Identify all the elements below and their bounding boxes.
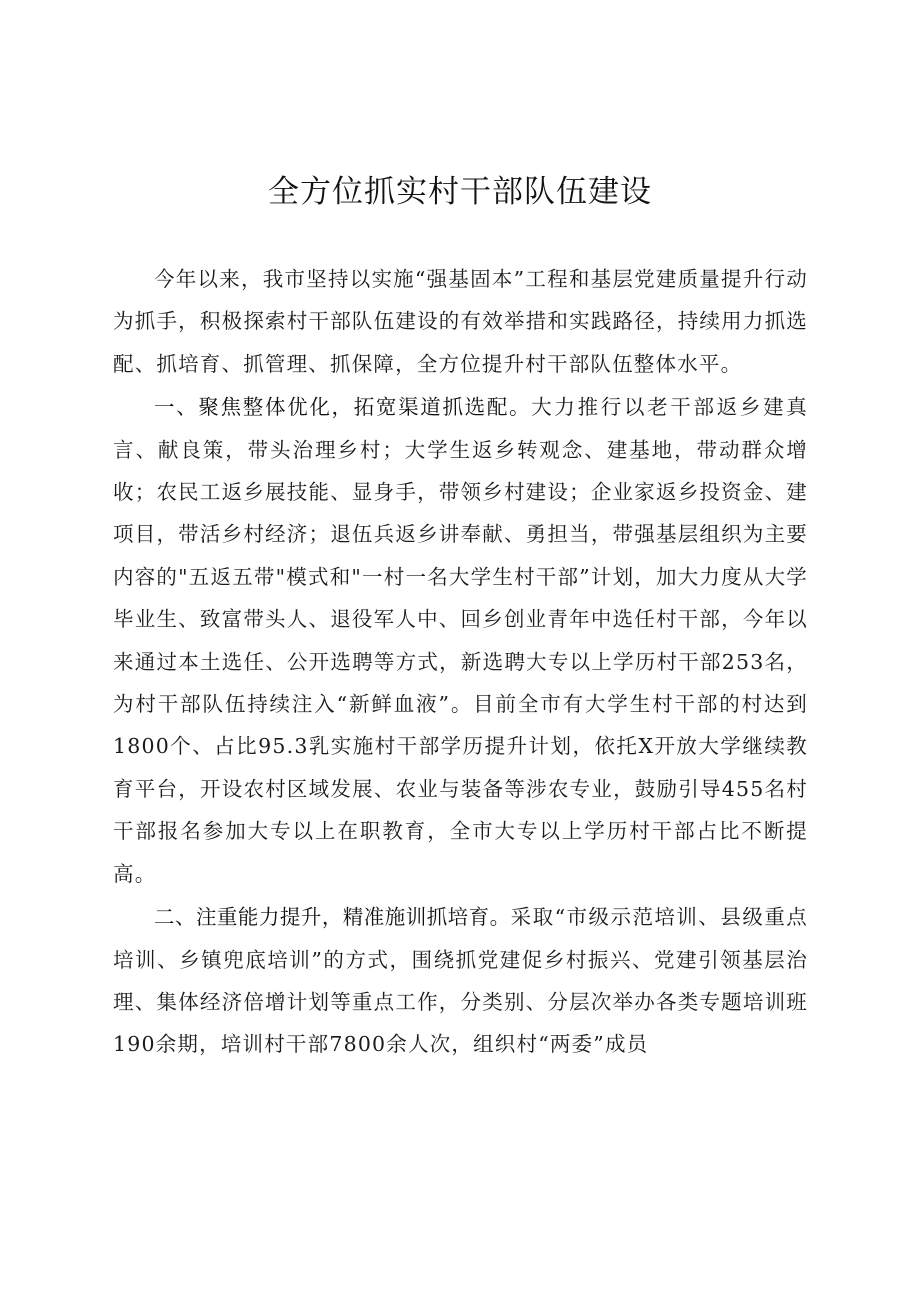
paragraph-section-2 <box>113 896 808 1066</box>
paragraph-intro <box>113 258 808 385</box>
section-heading-2: 二、注重能力提升，精准施训抓培育。 <box>154 905 511 930</box>
paragraph-text: 今年以来，我市坚持以实施“强基固本”工程和基层党建质量提升行动为抓手，积极探索村干部队伍建设的有效举措和实践路径，持续用力抓选配、抓培育、抓管理、抓保障，全方位提升村干部队伍整体水平。 <box>113 267 808 376</box>
paragraph-text: 大力推行以老干部返乡建真言、献良策，带头治理乡村；大学生返乡转观念、建基地，带动群众增收；农民工返乡展技能、显身手，带领乡村建设；企业家返乡投资金、建项目，带活乡村经济；退伍兵返乡讲奉献、勇担当，带强基层组织为主要内容的"五返五带"模式和"一村一名大学生村干部”计划，加大力度从大学毕业生、致富带头人、退役军人中、回乡创业青年中选任村干部，今年以来通过本土选任、公开选聘等方式，新选聘大专以上学历村干部253名，为村干部队伍持续注入“新鲜血液”。目前全市有大学生村干部的村达到1800个、占比95.3乳实施村干部学历提升计划，依托X开放大学继续教育平台，开设农村区域发展、农业与装备等涉农专业，鼓励引导455名村干部报名参加大专以上在职教育，全市大专以上学历村干部占比不断提高。 <box>113 395 808 886</box>
paragraph-section-1 <box>113 386 808 895</box>
document-body <box>113 258 808 1067</box>
document-title: 全方位抓实村干部队伍建设 <box>268 174 652 210</box>
section-heading-1: 一、聚焦整体优化，拓宽渠道抓选配。 <box>154 395 532 420</box>
paragraph-text: 采取“市级示范培训、县级重点培训、乡镇兜底培训”的方式，围绕抓党建促乡村振兴、党建引领基层治理、集体经济倍增计划等重点工作，分类别、分层次举办各类专题培训班190余期，培训村干部7800余人次，组织村“两委”成员 <box>113 905 808 1057</box>
